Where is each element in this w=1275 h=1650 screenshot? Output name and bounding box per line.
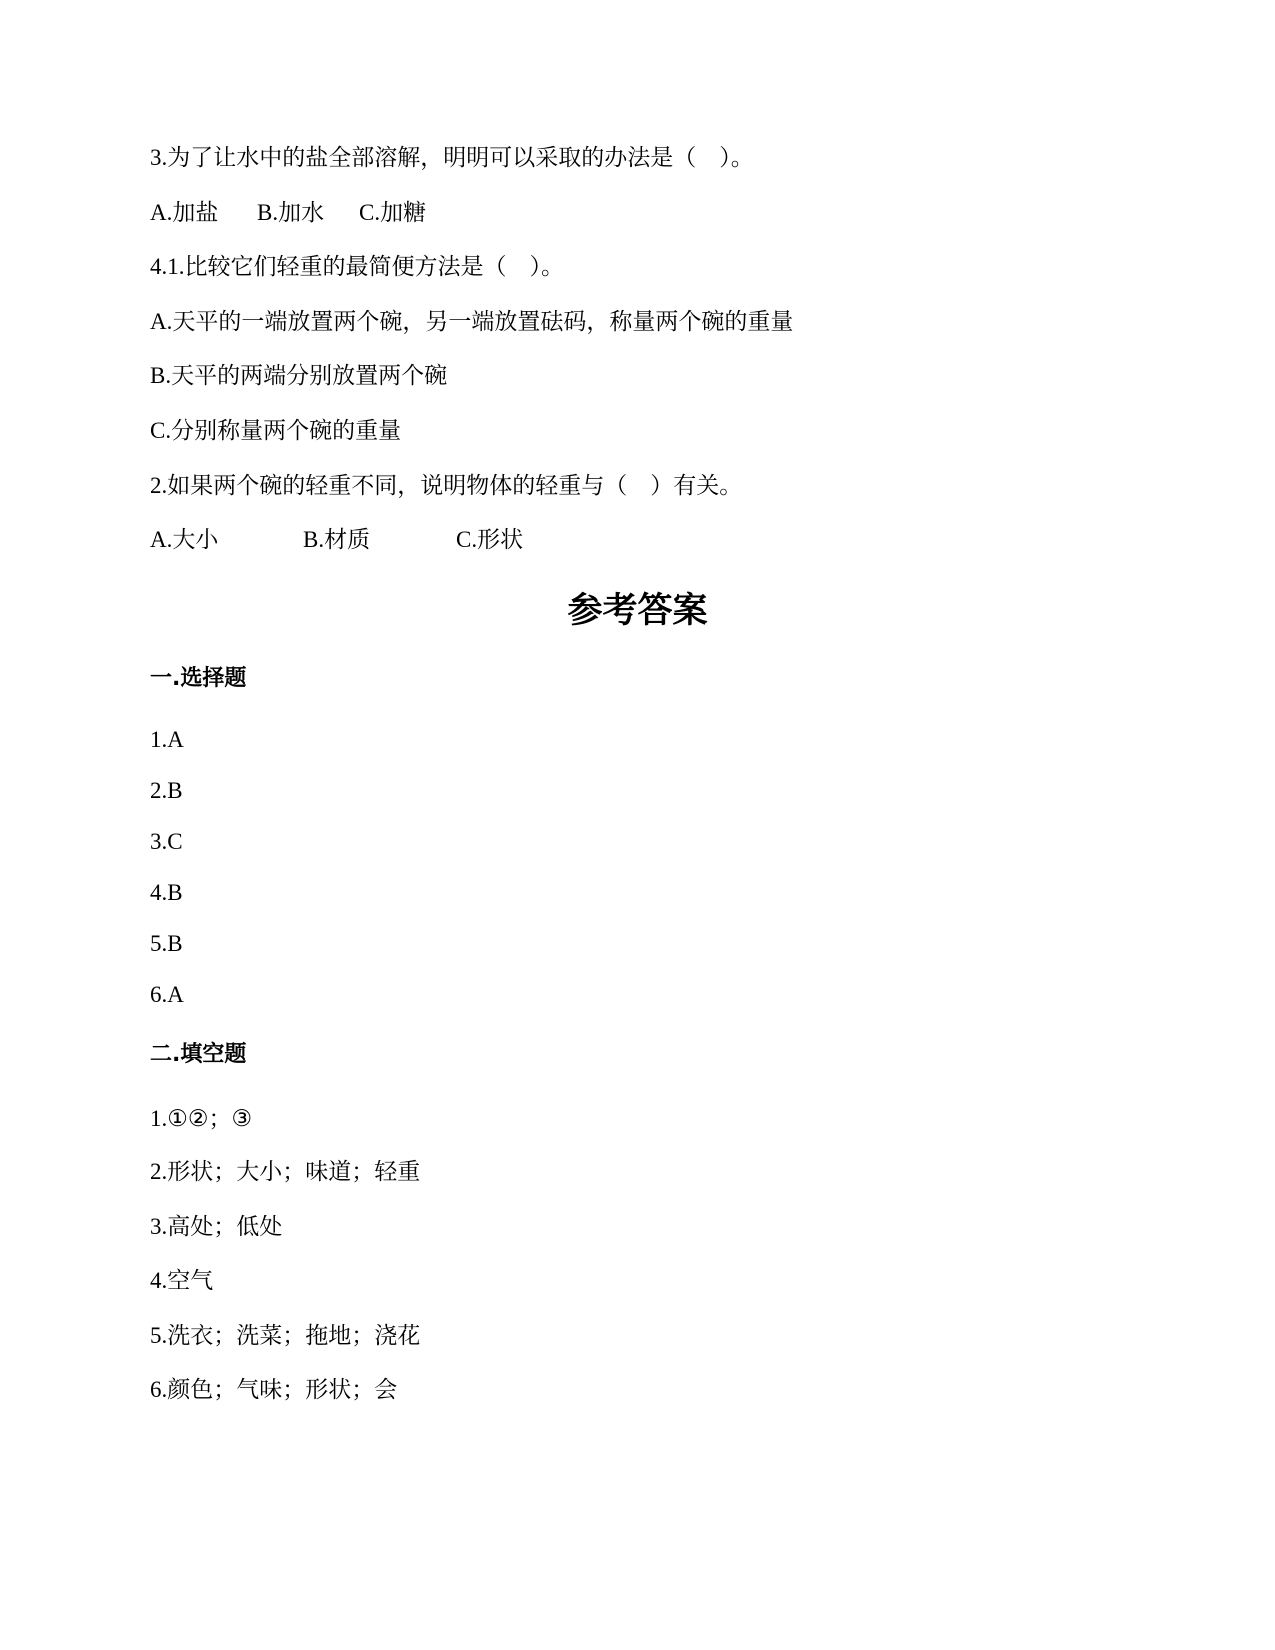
question-4-2-option-a: A.大小 [150, 527, 219, 552]
question-3-option-a: A.加盐 [150, 200, 219, 225]
choice-answer-3: 3.C [150, 829, 183, 854]
fill-answer-3: 3.高处；低处 [150, 1214, 283, 1239]
choice-answer-5: 5.B [150, 931, 183, 956]
question-4-1-text: 4.1.比较它们轻重的最简便方法是（ ）。 [150, 254, 564, 279]
question-3-option-b: B.加水 [257, 200, 325, 225]
choice-answer-1: 1.A [150, 727, 184, 752]
choice-answer-2: 2.B [150, 778, 183, 803]
fill-answer-5: 5.洗衣；洗菜；拖地；浇花 [150, 1323, 421, 1348]
question-4-2-option-b: B.材质 [303, 527, 371, 552]
fill-answer-6: 6.颜色；气味；形状；会 [150, 1377, 398, 1402]
question-4-2-text: 2.如果两个碗的轻重不同，说明物体的轻重与（ ）有关。 [150, 473, 743, 498]
fill-answer-2: 2.形状；大小；味道；轻重 [150, 1159, 421, 1184]
question-3-option-c: C.加糖 [359, 200, 427, 225]
fill-answer-1: 1.①②；③ [150, 1106, 253, 1131]
choice-answer-4: 4.B [150, 880, 183, 905]
question-4-1-option-a: A.天平的一端放置两个碗，另一端放置砝码，称量两个碗的重量 [150, 309, 794, 334]
choice-section-heading: 一.选择题 [150, 666, 247, 691]
question-4-2-option-c: C.形状 [456, 527, 524, 552]
choice-answer-6: 6.A [150, 982, 184, 1007]
question-4-1-option-b: B.天平的两端分别放置两个碗 [150, 363, 448, 388]
fill-answer-4: 4.空气 [150, 1268, 214, 1293]
answers-title: 参考答案 [567, 591, 708, 631]
question-3-text: 3.为了让水中的盐全部溶解，明明可以采取的办法是（ ）。 [150, 145, 754, 170]
fill-section-heading: 二.填空题 [150, 1042, 247, 1067]
question-4-1-option-c: C.分别称量两个碗的重量 [150, 418, 402, 443]
